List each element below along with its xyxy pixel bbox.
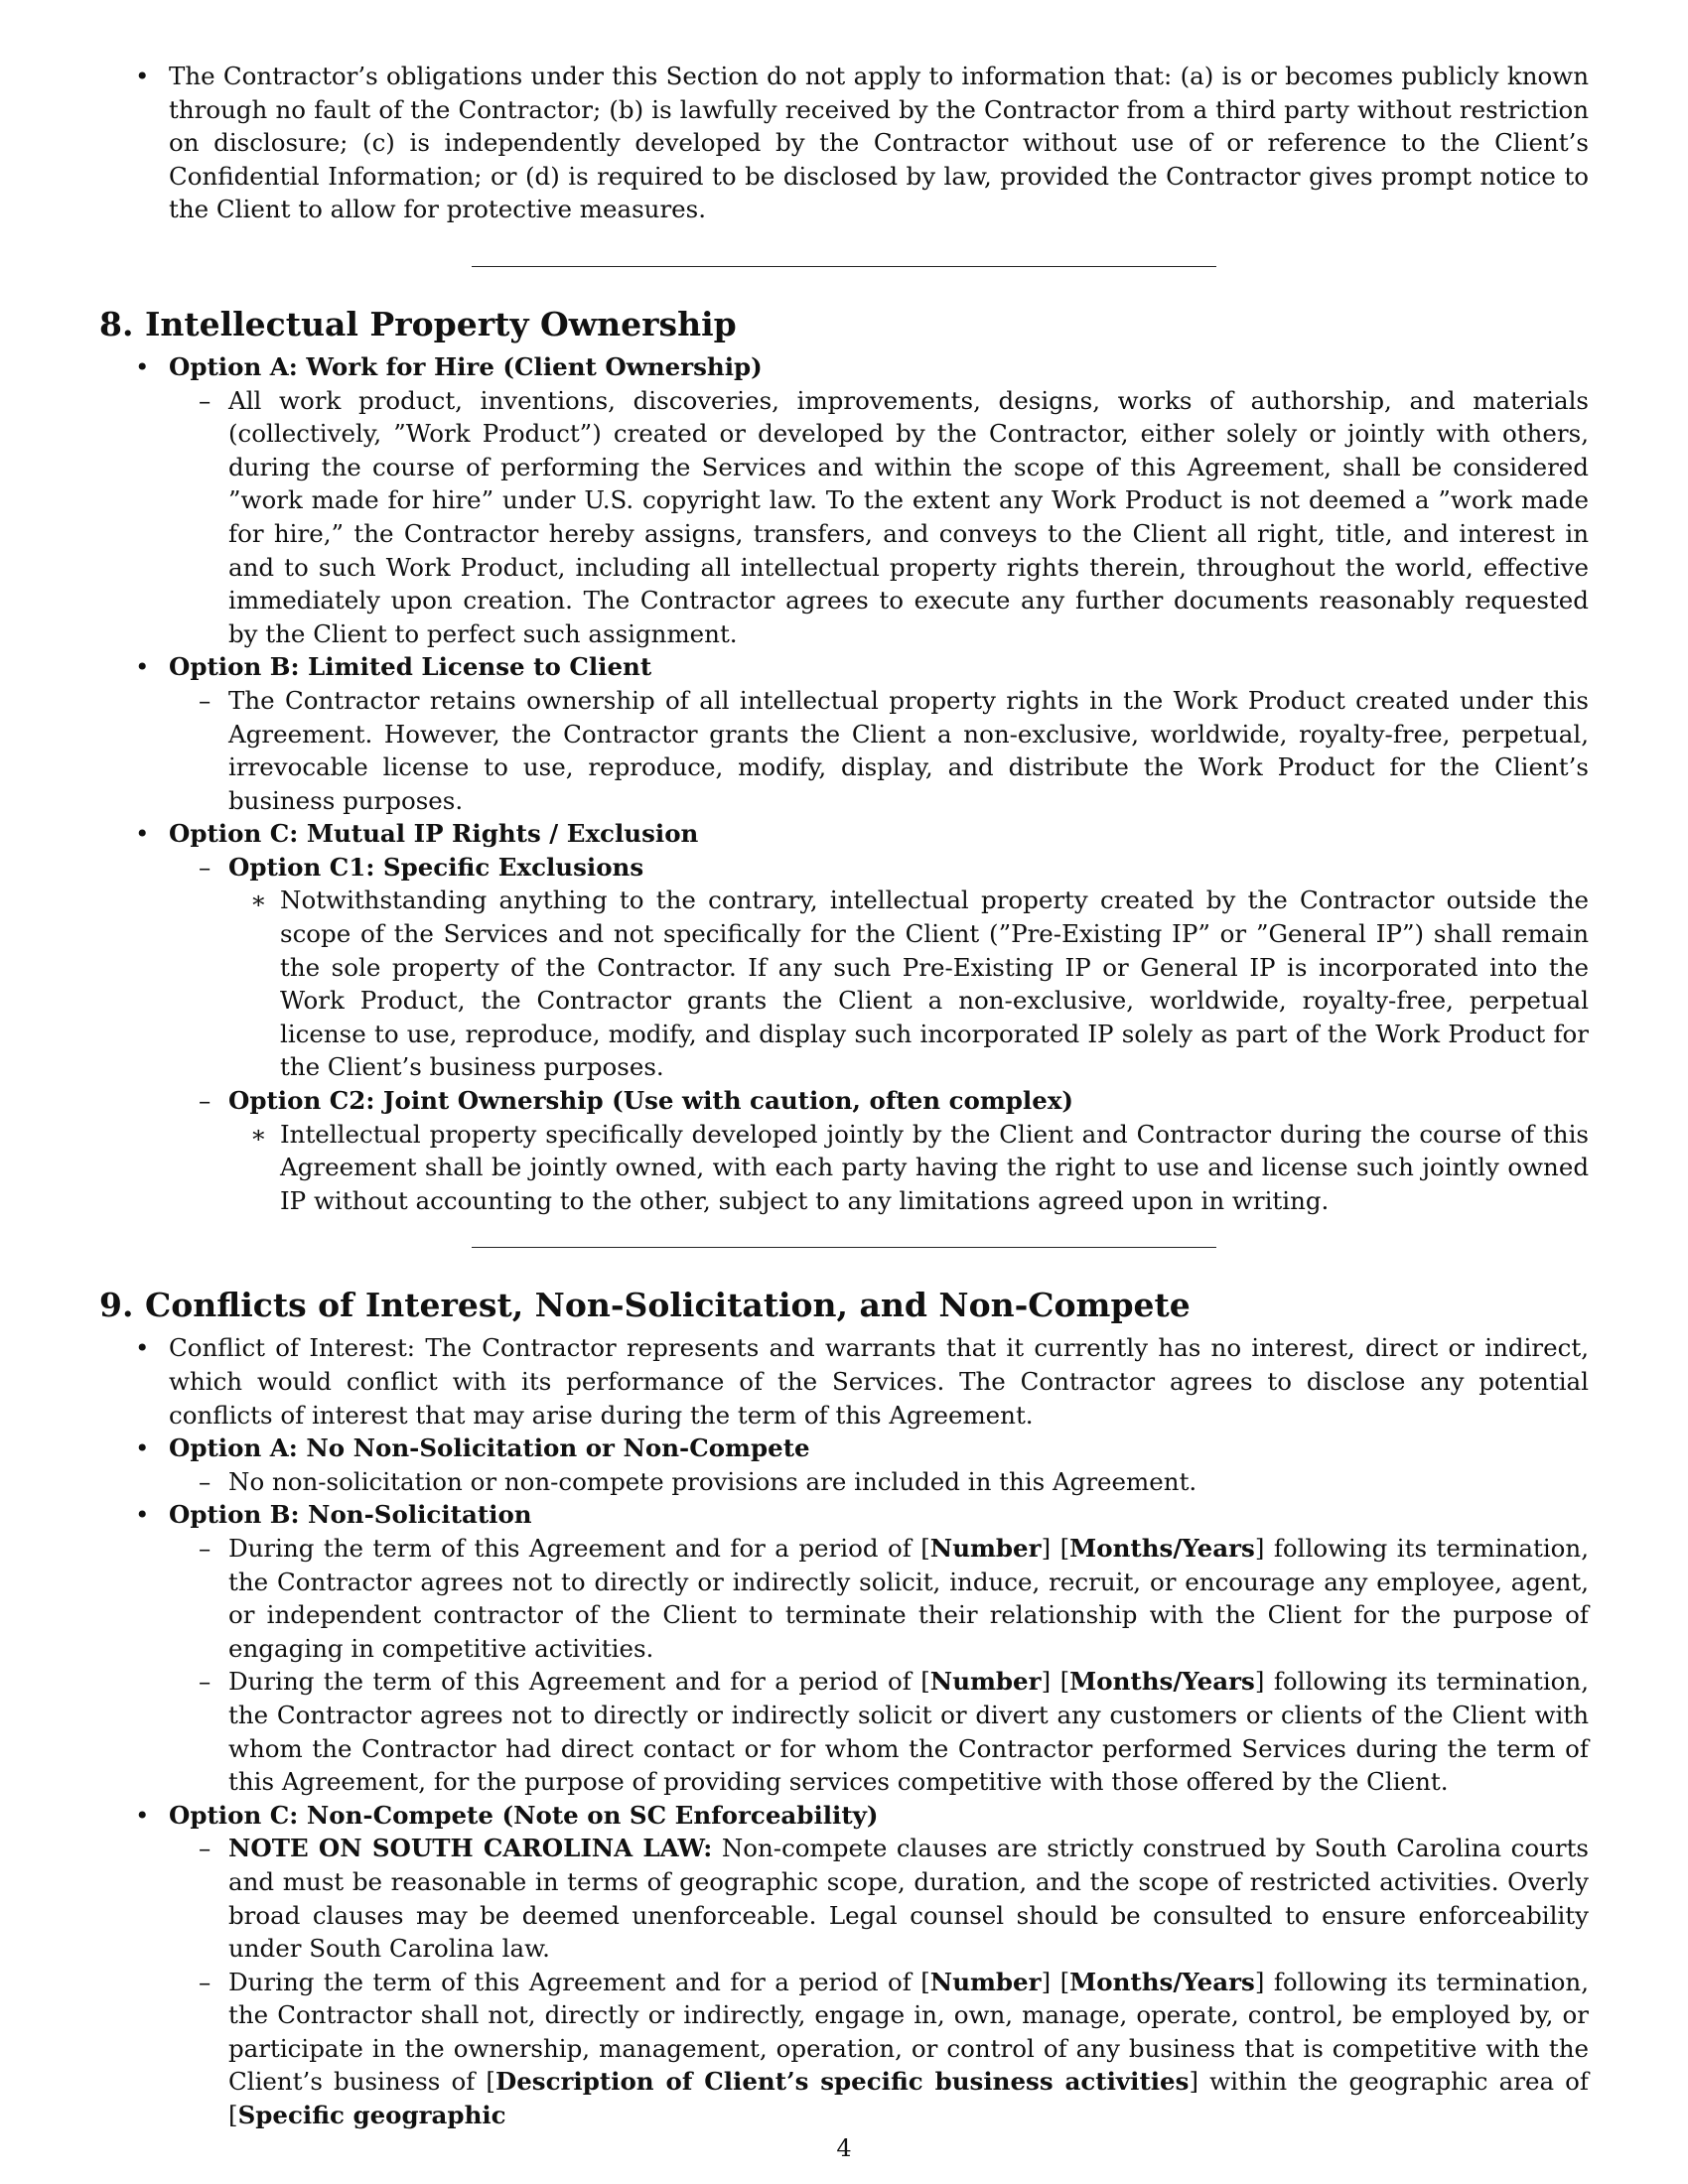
section-9-heading: 9. Conflicts of Interest, Non-Solicitation, and Non-Compete — [99, 1286, 1191, 1325]
option-c-item — [99, 1799, 1589, 2132]
option-b-item — [99, 650, 1589, 817]
placeholder-months-years: Months/Years — [1069, 1667, 1255, 1697]
non-compete-clause: – During the term of this Agreement and for a period of [Number] [Months/Years] following its termination, the Contractor shall not, directly or indirectly, engage in, own, manage, operate, control, be employed by, or participate in the ownership, management, operation, or control of any business that is competitive with the Client’s business of [Description of Client’s specific business activities] within the geographic area of [Specific geographic — [169, 1966, 1589, 2132]
option-c-label: • Option C: Non-Compete (Note on SC Enforceability) — [169, 1800, 879, 1830]
placeholder-geographic: Specific geographic — [237, 2101, 506, 2130]
option-c1-item — [169, 851, 1589, 1084]
option-b-label: • Option B: Limited License to Client — [169, 652, 652, 682]
placeholder-number: Number — [929, 1967, 1042, 1996]
option-c-item — [99, 817, 1589, 1217]
option-a-item — [99, 1432, 1589, 1498]
option-a-item — [99, 350, 1589, 650]
section-7-list — [99, 60, 1589, 226]
sc-law-note-label: NOTE ON SOUTH CAROLINA LAW: — [228, 1834, 713, 1863]
option-c-label: • Option C: Mutual IP Rights / Exclusion — [169, 819, 699, 849]
confidentiality-exclusions: • The Contractor’s obligations under this Section do not apply to information that: (a) is or becomes publicly known through no fault of the Contractor; (b) is lawfully received by the Contractor from a third party without restriction on disclosure; (c) is independently developed by the Contractor without use of or reference to the Client’s Confidential Information; or (d) is required to be disclosed by law, provided the Contractor gives prompt notice to the Client to allow for protective measures. — [99, 60, 1589, 226]
option-a-label: • Option A: No Non-Solicitation or Non-Compete — [169, 1433, 810, 1463]
option-c1-label: – Option C1: Specific Exclusions — [228, 852, 644, 882]
section-9-list — [99, 1331, 1589, 2131]
placeholder-number: Number — [929, 1667, 1042, 1697]
option-b-label: • Option B: Non-Solicitation — [169, 1500, 532, 1530]
option-c1-text: ∗ Notwithstanding anything to the contrary, intellectual property created by the Contractor outside the scope of the Services and not specifically for the Client (”Pre-Existing IP” or ”General IP”) shall remain the sole property of the Contractor. If any such Pre-Existing IP or General IP is incorporated into the Work Product, the Contractor grants the Client a non-exclusive, worldwide, royalty-free, perpetual license to use, reproduce, modify, and display such incorporated IP solely as part of the Work Product for the Client’s business purposes. — [228, 884, 1589, 1084]
document-page — [99, 60, 1589, 2132]
section-8-list — [99, 350, 1589, 1217]
option-b-text: – The Contractor retains ownership of all intellectual property rights in the Work Product created under this Agreement. However, the Contractor grants the Client a non-exclusive, worldwide, royalty-free, perpetual, irrevocable license to use, reproduce, modify, display, and distribute the Work Product for the Client’s business purposes. — [169, 684, 1589, 817]
section-8-heading: 8. Intellectual Property Ownership — [99, 304, 737, 343]
option-c2-label: – Option C2: Joint Ownership (Use with caution, often complex) — [228, 1086, 1074, 1116]
non-solicit-clients: – During the term of this Agreement and for a period of [Number] [Months/Years] following its termination, the Contractor agrees not to directly or indirectly solicit or divert any customers or clients of the Client with whom the Contractor had direct contact or for whom the Contractor performed Services during the term of this Agreement, for the purpose of providing services competitive with those offered by the Client. — [169, 1665, 1589, 1798]
option-a-label: • Option A: Work for Hire (Client Ownership) — [169, 351, 763, 381]
option-c2-item — [169, 1084, 1589, 1217]
placeholder-months-years: Months/Years — [1069, 1967, 1255, 1996]
option-c2-text: ∗ Intellectual property specifically developed jointly by the Client and Contractor during the course of this Agreement shall be jointly owned, with each party having the right to use and license such jointly owned IP without accounting to the other, subject to any limitations agreed upon in writing. — [228, 1118, 1589, 1218]
option-a-text: – All work product, inventions, discoveries, improvements, designs, works of authorship, and materials (collectively, ”Work Product”) created or developed by the Contractor, either solely or jointly with others, during the course of performing the Services and within the scope of this Agreement, shall be considered ”work made for hire” under U.S. copyright law. To the extent any Work Product is not deemed a ”work made for hire,” the Contractor hereby assigns, transfers, and conveys to the Client all right, title, and interest in and to such Work Product, including all intellectual property rights therein, throughout the world, effective immediately upon creation. The Contractor agrees to execute any further documents reasonably requested by the Client to perfect such assignment. — [169, 384, 1589, 651]
conflict-of-interest: • Conflict of Interest: The Contractor represents and warrants that it currently has no interest, direct or indirect, which would conflict with its performance of the Services. The Contractor agrees to disclose any potential conflicts of interest that may arise during the term of this Agreement. — [99, 1331, 1589, 1432]
sc-law-note: – NOTE ON SOUTH CAROLINA LAW: Non-compete clauses are strictly construed by South Carolina courts and must be reasonable in terms of geographic scope, duration, and the scope of restricted activities. Overly broad clauses may be deemed unenforceable. Legal counsel should be consulted to ensure enforceability under South Carolina law. — [169, 1832, 1589, 1965]
page-number: 4 — [836, 2134, 852, 2162]
option-a-text: – No non-solicitation or non-compete provisions are included in this Agreement. — [169, 1465, 1589, 1499]
placeholder-months-years: Months/Years — [1069, 1533, 1255, 1563]
non-solicit-employees: – During the term of this Agreement and for a period of [Number] [Months/Years] following its termination, the Contractor agrees not to directly or indirectly solicit, induce, recruit, or encourage any employee, agent, or independent contractor of the Client to terminate their relationship with the Client for the purpose of engaging in competitive activities. — [169, 1532, 1589, 1665]
placeholder-number: Number — [929, 1533, 1042, 1563]
placeholder-business-description: Description of Client’s specific business activities — [494, 2067, 1190, 2097]
option-b-item — [99, 1498, 1589, 1798]
